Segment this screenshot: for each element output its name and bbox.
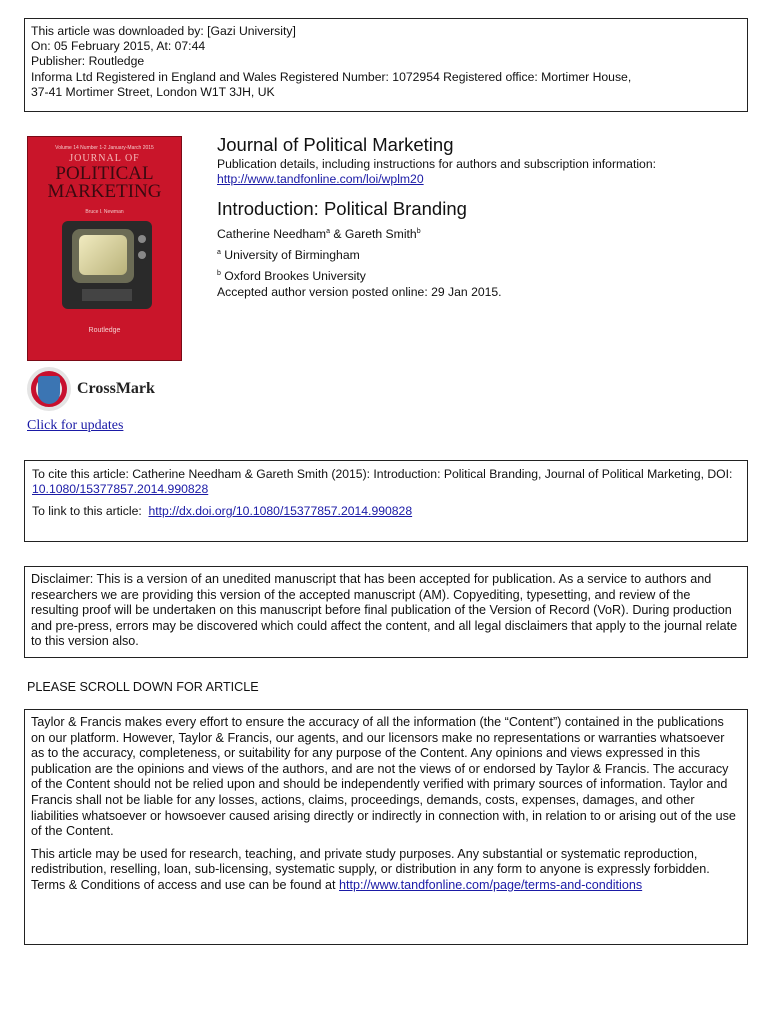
author-separator: & xyxy=(329,227,345,242)
crossmark-bookmark xyxy=(38,376,60,404)
click-for-updates-link[interactable]: Click for updates xyxy=(27,418,124,433)
terms-usage-text: This article may be used for research, teaching, and private study purposes. Any substantial or systematic reproduction, redistribution, reselling, loan, sub-licensing, systematic supply, or distribution in any form to anyone is expressly forbidden. Terms & Conditions of access and use can be found at xyxy=(31,846,710,892)
posted-date: Accepted author version posted online: 29 Jan 2015. xyxy=(217,285,502,300)
disclaimer-text: Disclaimer: This is a version of an unedited manuscript that has been accepted for publication. As a service to authors and researchers we are providing this version of the accepted manuscript (AM). Copyediting, typesetting, and review of the resulting proof will be undertaken on this manuscript before final publication of the Version of Record (VoR). During production and pre-press, errors may be discovered which could affect the content, and all legal disclaimers that apply to the journal relate to this version also. xyxy=(31,572,738,649)
citation-body: To cite this article: Catherine Needham & Gareth Smith (2015): Introduction: Political Branding, Journal of Political Marketing, DOI: xyxy=(32,467,733,481)
download-date: On: 05 February 2015, At: 07:44 xyxy=(31,39,206,54)
journal-title: Journal of Political Marketing xyxy=(217,134,454,155)
scroll-down-notice: PLEASE SCROLL DOWN FOR ARTICLE xyxy=(27,680,259,694)
cover-political: POLITICAL xyxy=(55,163,154,184)
cover-editor: Bruce I. Newman xyxy=(85,209,124,215)
tv-knob xyxy=(138,251,146,259)
affiliation-mark: a xyxy=(217,249,221,257)
crossmark-label: CrossMark xyxy=(77,380,155,397)
disclaimer-box xyxy=(24,566,748,658)
affiliation-b xyxy=(217,266,737,284)
cover-publisher-logo: Routledge xyxy=(88,327,121,334)
article-doi-url-link[interactable]: http://dx.doi.org/10.1080/15377857.2014.990828 xyxy=(148,504,413,518)
article-link-line xyxy=(32,504,740,519)
cover-journal-of: JOURNAL OF xyxy=(69,153,140,164)
article-title: Introduction: Political Branding xyxy=(217,198,467,219)
download-info-box xyxy=(24,18,748,112)
terms-conditions-link[interactable]: http://www.tandfonline.com/page/terms-and-conditions xyxy=(339,877,643,892)
publication-details: Publication details, including instructions for authors and subscription information: xyxy=(217,157,656,171)
registration-info: Informa Ltd Registered in England and Wales Registered Number: 1072954 Registered office: Mortimer House, xyxy=(31,69,632,84)
affiliation-name: Oxford Brookes University xyxy=(220,269,366,284)
journal-url-link[interactable]: http://www.tandfonline.com/loi/wplm20 xyxy=(217,172,424,186)
tv-stand xyxy=(82,289,132,301)
article-metadata xyxy=(217,134,737,300)
crossmark-icon xyxy=(27,367,71,411)
affiliation-name: University of Birmingham xyxy=(220,248,360,263)
authors xyxy=(217,224,737,242)
affiliation-mark: b xyxy=(217,270,221,278)
downloaded-by: This article was downloaded by: [Gazi University] xyxy=(31,24,296,38)
cover-volume-text: Volume 14 Number 1-2 January-March 2015 xyxy=(55,145,154,151)
crossmark-badge[interactable] xyxy=(27,367,167,415)
author-name: Gareth Smith xyxy=(344,227,417,242)
terms-paragraph: Taylor & Francis makes every effort to ensure the accuracy of all the information (the “Content”) contained in the publications on our platform. However, Taylor & Francis, our agents, and our licensors make no representations or warranties whatsoever as to the accuracy, completeness, or suitability for any purpose of the Content. Any opinions and views expressed in this publication are the opinions and views of the authors, and are not the views of or endorsed by Taylor & Francis. The accuracy of the Content should not be relied upon and should be independently verified with primary sources of information. Taylor and Francis shall not be liable for any losses, actions, claims, proceedings, demands, costs, expenses, damages, and other liabilities whatsoever or howsoever caused arising directly or indirectly in connection with, in relation to or arising out of the use of the Content. xyxy=(31,715,736,839)
citation-box xyxy=(24,460,748,542)
affiliation-a xyxy=(217,245,737,263)
cover-marketing: MARKETING xyxy=(47,181,162,202)
doi-link[interactable]: 10.1080/15377857.2014.990828 xyxy=(32,482,209,496)
television-illustration xyxy=(62,221,152,309)
journal-cover-image xyxy=(27,136,182,361)
terms-paragraph xyxy=(31,847,741,894)
author-affiliation-mark: b xyxy=(416,228,421,235)
author-affiliation-mark: a xyxy=(326,228,330,235)
tv-screen xyxy=(79,235,127,275)
terms-box xyxy=(24,709,748,945)
registered-address: 37-41 Mortimer Street, London W1T 3JH, UK xyxy=(31,84,275,99)
citation-text xyxy=(32,467,740,497)
article-link-label: To link to this article: xyxy=(32,504,149,518)
author-name: Catherine Needham xyxy=(217,227,327,242)
publisher: Publisher: Routledge xyxy=(31,54,145,69)
tv-knob xyxy=(138,235,146,243)
